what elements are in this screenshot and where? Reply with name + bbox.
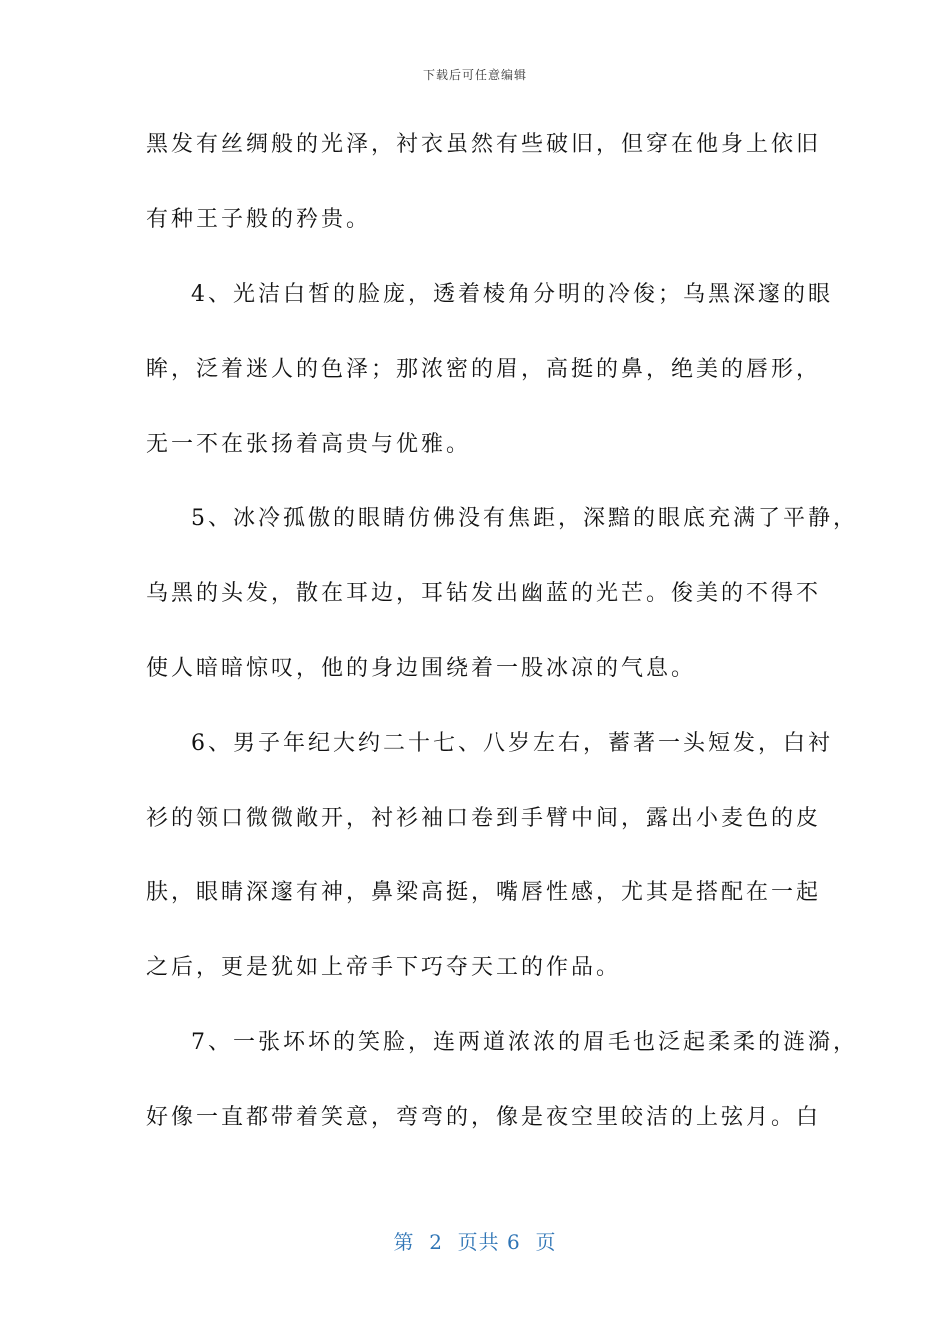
paragraph-line: 好像一直都带着笑意，弯弯的，像是夜空里皎洁的上弦月。白	[146, 1105, 822, 1130]
page-header: 下载后可任意编辑	[422, 68, 527, 82]
paragraph-line: 黑发有丝绸般的光泽，衬衣虽然有些破旧，但穿在他身上依旧	[146, 132, 822, 157]
paragraph-line: 7、一张坏坏的笑脸，连两道浓浓的眉毛也泛起柔柔的涟漪，	[191, 1030, 858, 1055]
paragraph-line: 无一不在张扬着高贵与优雅。	[146, 432, 472, 457]
paragraph-line: 肤，眼睛深邃有神，鼻梁高挺，嘴唇性感，尤其是搭配在一起	[146, 880, 822, 905]
paragraph-line: 4、光洁白皙的脸庞，透着棱角分明的冷俊；乌黑深邃的眼	[191, 282, 833, 307]
paragraph-line: 眸，泛着迷人的色泽；那浓密的眉，高挺的鼻，绝美的唇形，	[146, 357, 822, 382]
page-number-footer: 第 2 页共 6 页	[393, 1230, 557, 1254]
paragraph-line: 之后，更是犹如上帝手下巧夺天工的作品。	[146, 955, 622, 980]
paragraph-line: 使人暗暗惊叹，他的身边围绕着一股冰凉的气息。	[146, 656, 697, 681]
paragraph-line: 5、冰冷孤傲的眼睛仿佛没有焦距，深黯的眼底充满了平静，	[191, 506, 858, 531]
paragraph-line: 乌黑的头发，散在耳边，耳钻发出幽蓝的光芒。俊美的不得不	[146, 581, 822, 606]
paragraph-line: 有种王子般的矜贵。	[146, 207, 372, 232]
paragraph-line: 衫的领口微微敞开，衬衫袖口卷到手臂中间，露出小麦色的皮	[146, 806, 822, 831]
paragraph-line: 6、男子年纪大约二十七、八岁左右，蓄著一头短发，白衬	[191, 731, 833, 756]
